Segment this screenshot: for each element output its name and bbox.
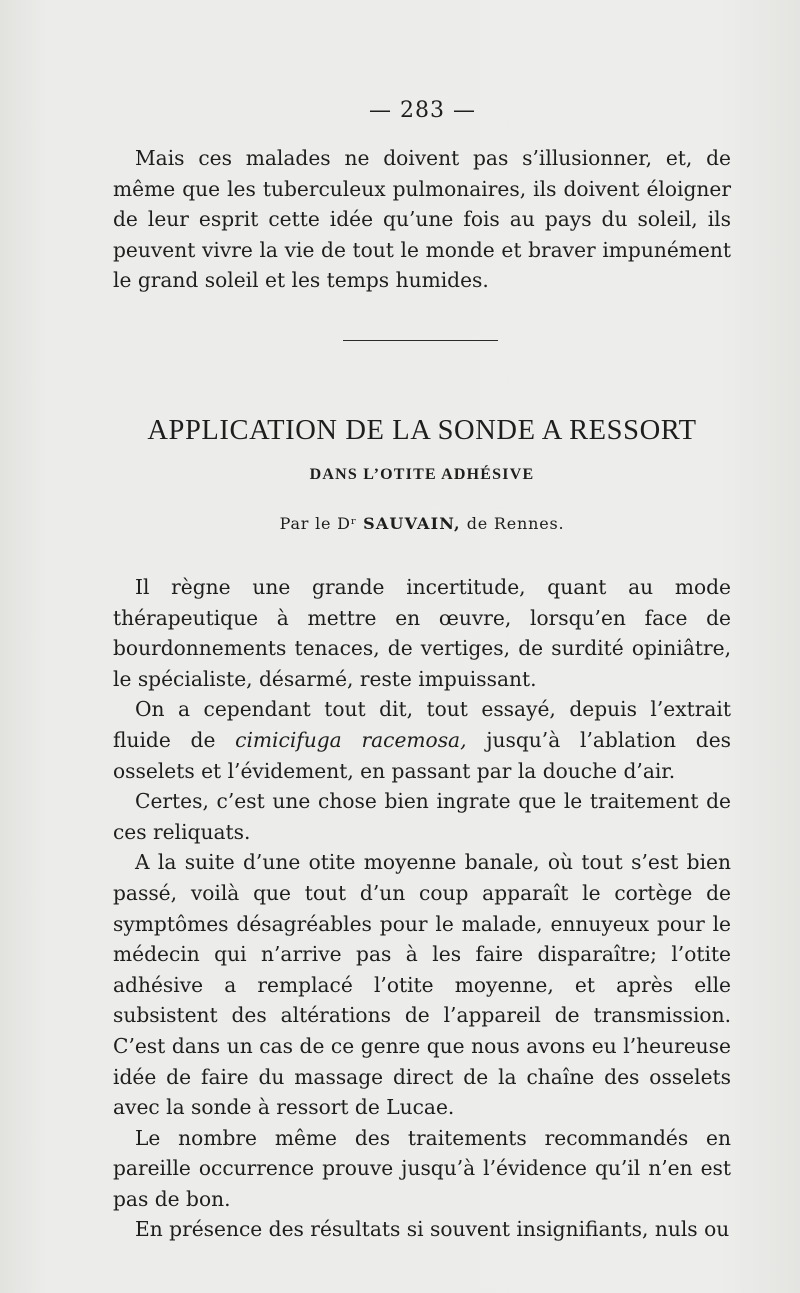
byline-suffix: de Rennes. (466, 514, 565, 533)
article-paragraph: Le nombre même des traitements recommandés en pareille occurrence prouve jusqu’à l’évidence qu’il n’en est pas de bon. (113, 1125, 731, 1211)
intro-paragraph: Mais ces malades ne doivent pas s’illusionner, et, de même que les tuberculeux pulmonaires, ils doivent éloigner de leur esprit cette idée qu’une fois au pays du soleil, ils peuvent vivre la vie de tout le monde et braver impunément le grand soleil et les temps humides. (113, 146, 731, 293)
article-subtitle: DANS L’OTITE ADHÉSIVE (309, 466, 535, 483)
article-body (113, 572, 731, 1245)
article-paragraph (113, 694, 731, 786)
article-paragraph: Il règne une grande incertitude, quant au mode thérapeutique à mettre en œuvre, lorsqu’en face de bourdonnements tenaces, de vertiges, de surdité opiniâtre, le spécialiste, désarmé, reste impuissant. (113, 575, 731, 691)
intro-text-block (113, 143, 731, 296)
article-paragraph: A la suite d’une otite moyenne banale, où tout s’est bien passé, voilà que tout d’un coup apparaît le cortège de symptômes désagréables pour le malade, ennuyeux pour le médecin qui n’arrive pas à les faire disparaître; l’otite adhésive a remplacé l’otite moyenne, et après elle subsistent des altérations de l’appareil de transmission. C’est dans un cas de ce genre que nous avons eu l’heureuse idée de faire du massage direct de la chaîne des osselets avec la sonde à ressort de Lucae. (113, 850, 731, 1120)
byline-prefix: Par le Dʳ (279, 514, 358, 533)
paragraph-text-before-italic: On a cependant tout dit, tout essayé, depuis l’extrait fluide de (113, 697, 731, 752)
page-number: — 283 — (369, 98, 476, 123)
byline (113, 514, 731, 533)
paragraph-text-after-italic: jusqu’à l’ablation des osselets et l’évidement, en passant par la douche d’air. (113, 727, 732, 783)
latin-plant-name: cimicifuga racemosa, (235, 727, 467, 752)
section-separator-rule (343, 340, 498, 341)
article-paragraph: Certes, c’est une chose bien ingrate que le traitement de ces reliquats. (113, 789, 731, 844)
article-paragraph: En présence des résultats si souvent insignifiants, nuls ou (135, 1217, 730, 1242)
byline-author: SAUVAIN, (363, 514, 461, 533)
article-title: APPLICATION DE LA SONDE A RESSORT (147, 415, 697, 446)
